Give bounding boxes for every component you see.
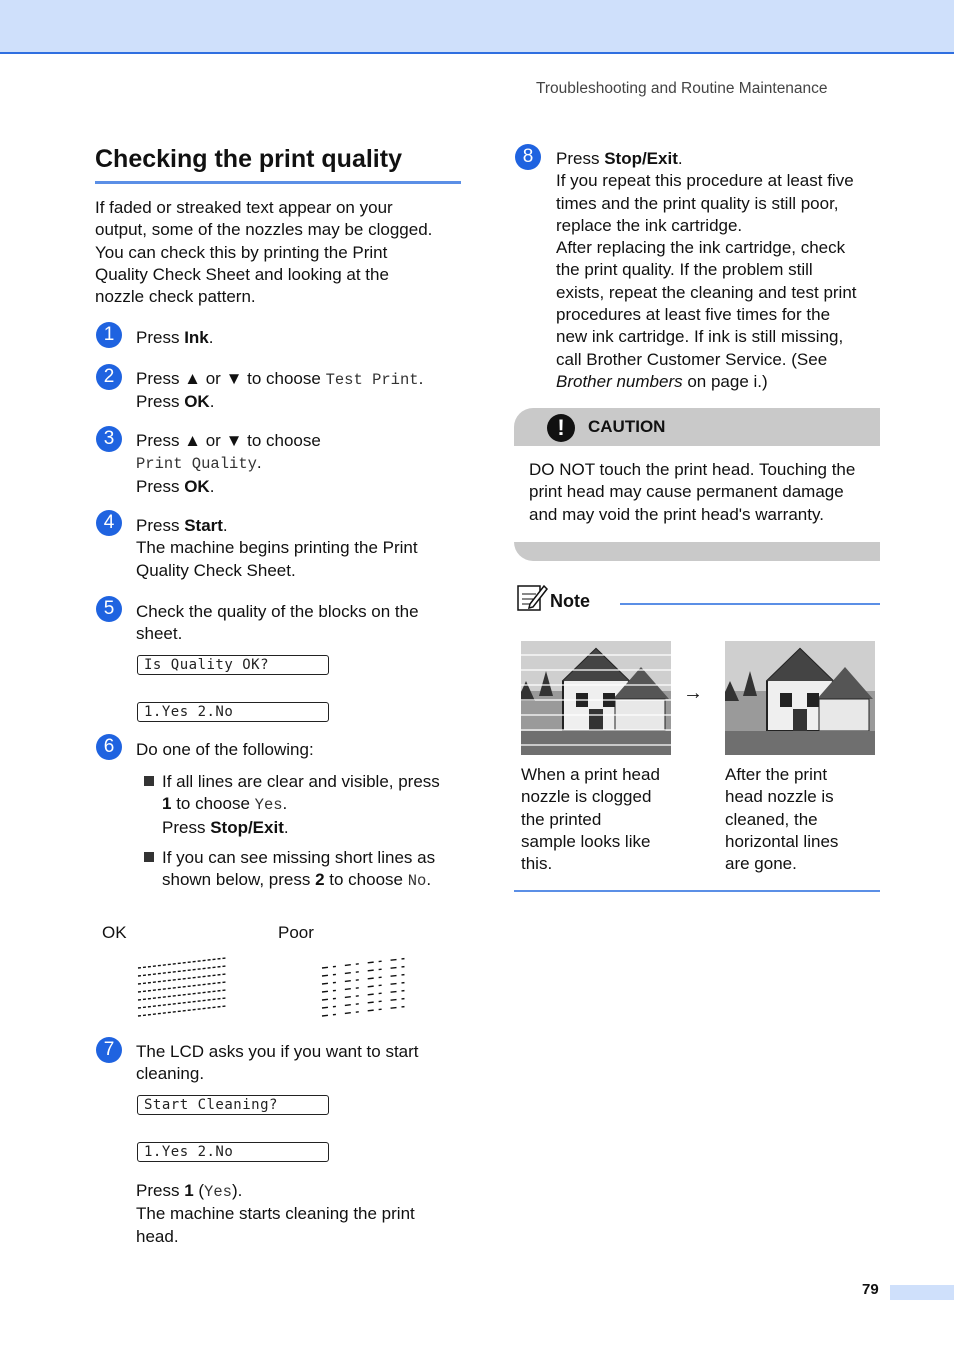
step-6-text: Do one of the following: bbox=[136, 740, 314, 759]
note-bottom-rule bbox=[514, 890, 880, 892]
note-caption-clogged: When a print head nozzle is clogged the printed sample looks like this. bbox=[521, 765, 660, 874]
house-photo-clogged bbox=[521, 641, 671, 755]
lcd-display-cleaning: Start Cleaning? bbox=[137, 1095, 329, 1115]
lcd-display-yes-no: 1.Yes 2.No bbox=[137, 702, 329, 722]
poor-pattern-graphic bbox=[320, 956, 414, 1020]
step-7-followup: Press 1 (Yes). The machine starts cleaning the print head. bbox=[136, 1181, 415, 1246]
step-6-option-1: If all lines are clear and visible, press 1 to choose Yes. Press Stop/Exit. bbox=[162, 772, 440, 837]
note-rule bbox=[620, 603, 880, 605]
step-6-option-2: If you can see missing short lines as shown below, press 2 to choose No. bbox=[162, 848, 436, 891]
page-number: 79 bbox=[862, 1281, 879, 1298]
poor-label: Poor bbox=[278, 923, 314, 942]
note-pencil-icon bbox=[516, 582, 548, 612]
ok-pattern-graphic bbox=[136, 956, 230, 1020]
step-6-number: 6 bbox=[96, 734, 122, 760]
step-2-text: Press ▲ or ▼ to choose Test Print. Press OK. bbox=[136, 369, 424, 412]
caution-footer-bar bbox=[514, 542, 880, 561]
title-underline bbox=[95, 181, 461, 184]
step-7-text: The LCD asks you if you want to start cleaning. bbox=[136, 1042, 419, 1084]
note-caption-cleaned: After the print head nozzle is cleaned, the horizontal lines are gone. bbox=[725, 765, 839, 874]
caution-label: CAUTION bbox=[588, 417, 666, 436]
step-8-text: Press Stop/Exit. If you repeat this procedure at least five times and the print quality is still poor, replace the ink cartridge. After replacing the ink cartridge, check the print quality. If the problem still exists, repeat the cleaning and test print procedures at least five times for the new ink cartridge. If ink is still missing, call Brother Customer Service. (See Brother numbers on page i.) bbox=[556, 149, 857, 391]
lcd-display-quality: Is Quality OK? bbox=[137, 655, 329, 675]
caution-text: DO NOT touch the print head. Touching the print head may cause permanent damage and may void the print head's warranty. bbox=[529, 460, 856, 524]
step-5-text: Check the quality of the blocks on the sheet. bbox=[136, 602, 419, 644]
page-title: Checking the print quality bbox=[95, 145, 402, 173]
house-photo-cleaned bbox=[725, 641, 875, 755]
arrow-right-icon: → bbox=[683, 682, 703, 704]
intro-paragraph: If faded or streaked text appear on your output, some of the nozzles may be clogged. You can check this by printing the Print Quality Check Sheet and looking at the nozzle check pattern. bbox=[95, 198, 433, 307]
step-8-number: 8 bbox=[515, 144, 541, 170]
step-1-text: Press Ink. bbox=[136, 328, 214, 347]
lcd-display-yes-no: 1.Yes 2.No bbox=[137, 1142, 329, 1162]
step-7-number: 7 bbox=[96, 1037, 122, 1063]
top-color-band bbox=[0, 0, 954, 54]
step-1-number: 1 bbox=[96, 322, 122, 348]
section-header: Troubleshooting and Routine Maintenance bbox=[536, 80, 828, 97]
step-4-text: Press Start. The machine begins printing the Print Quality Check Sheet. bbox=[136, 516, 418, 580]
step-5-number: 5 bbox=[96, 596, 122, 622]
step-3-number: 3 bbox=[96, 426, 122, 452]
step-3-text: Press ▲ or ▼ to choose Print Quality. Press OK. bbox=[136, 431, 321, 496]
step-4-number: 4 bbox=[96, 510, 122, 536]
bullet-marker bbox=[144, 776, 154, 786]
ok-label: OK bbox=[102, 923, 127, 942]
bullet-marker bbox=[144, 852, 154, 862]
exclamation-icon: ! bbox=[547, 414, 575, 442]
page-tab-marker bbox=[890, 1285, 954, 1300]
step-2-number: 2 bbox=[96, 364, 122, 390]
note-label: Note bbox=[550, 591, 590, 611]
